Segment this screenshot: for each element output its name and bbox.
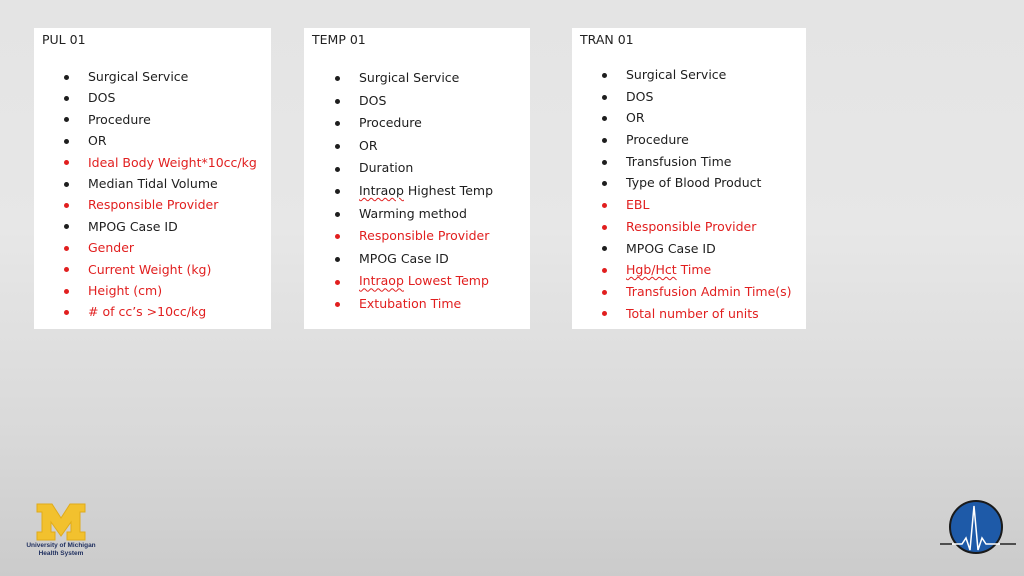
list-item: Gender — [64, 237, 257, 258]
tran-01-card — [572, 28, 806, 329]
logo-text-line2: Health System — [38, 549, 84, 557]
card-title: TEMP 01 — [312, 32, 366, 47]
item-list — [335, 67, 493, 316]
list-item: Responsible Provider — [602, 216, 792, 238]
heartbeat-logo — [940, 498, 1016, 558]
list-item-text: Time — [676, 262, 712, 278]
list-item: Responsible Provider — [64, 194, 257, 215]
list-item: Duration — [335, 157, 493, 180]
list-item: MPOG Case ID — [335, 248, 493, 271]
spellcheck-word: Intraop — [359, 182, 404, 198]
list-item: # of cc’s >10cc/kg — [64, 301, 257, 322]
list-item: Procedure — [335, 112, 493, 135]
list-item: EBL — [602, 194, 792, 216]
card-title: TRAN 01 — [580, 32, 634, 47]
block-m-icon — [35, 502, 87, 542]
list-item: Median Tidal Volume — [64, 173, 257, 194]
list-item: DOS — [335, 90, 493, 113]
item-list — [602, 64, 792, 324]
spellcheck-word: Intraop — [359, 273, 404, 289]
list-item: Transfusion Admin Time(s) — [602, 281, 792, 303]
list-item: Surgical Service — [602, 64, 792, 86]
list-item: DOS — [602, 86, 792, 108]
item-list — [64, 66, 257, 323]
list-item — [335, 180, 493, 203]
spellcheck-word: Hgb/Hct — [626, 262, 677, 278]
logo-text-line1: University of Michigan — [26, 542, 96, 549]
list-item — [335, 270, 493, 293]
temp-01-card — [304, 28, 530, 329]
list-item: Type of Blood Product — [602, 172, 792, 194]
heartbeat-circle-icon — [940, 498, 1016, 560]
list-item: Total number of units — [602, 303, 792, 325]
list-item: Ideal Body Weight*10cc/kg — [64, 152, 257, 173]
list-item: OR — [335, 135, 493, 158]
list-item: OR — [602, 107, 792, 129]
list-item: MPOG Case ID — [602, 238, 792, 260]
list-item-text: Lowest Temp — [403, 273, 489, 289]
list-item: Responsible Provider — [335, 225, 493, 248]
list-item: DOS — [64, 87, 257, 108]
list-item: Transfusion Time — [602, 151, 792, 173]
list-item: Warming method — [335, 203, 493, 226]
list-item: Extubation Time — [335, 293, 493, 316]
pul-01-card — [34, 28, 271, 329]
list-item — [602, 259, 792, 281]
list-item: OR — [64, 130, 257, 151]
list-item: Current Weight (kg) — [64, 259, 257, 280]
list-item-text: Highest Temp — [403, 182, 493, 198]
list-item: Height (cm) — [64, 280, 257, 301]
list-item: Procedure — [64, 109, 257, 130]
list-item: Surgical Service — [64, 66, 257, 87]
list-item: MPOG Case ID — [64, 216, 257, 237]
university-of-michigan-logo — [20, 502, 102, 562]
card-title: PUL 01 — [42, 32, 86, 47]
list-item: Procedure — [602, 129, 792, 151]
list-item: Surgical Service — [335, 67, 493, 90]
